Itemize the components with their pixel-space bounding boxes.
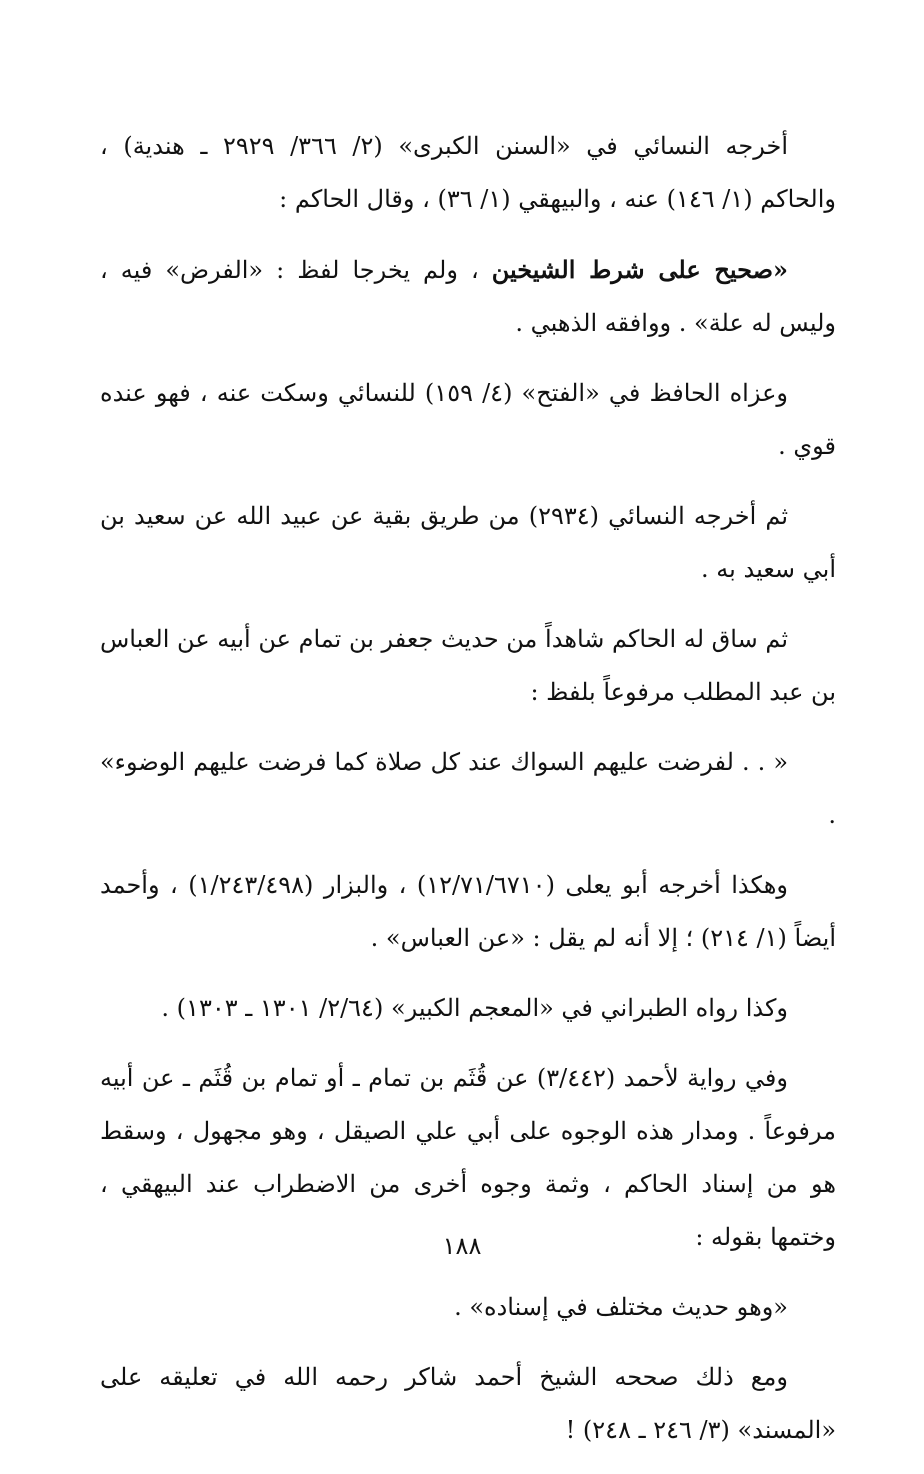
paragraph-hadith-text: « . . لفرضت عليهم السواك عند كل صلاة كما فرضت عليهم الوضوء» . [100,748,836,829]
paragraph-tabarani: وكذا رواه الطبراني في «المعجم الكبير» (٢/٦٤/ ١٣٠١ ـ ١٣٠٣) . [161,994,788,1022]
page-number: ١٨٨ [442,1232,482,1260]
page-body [100,120,836,1474]
paragraph-ahmad-riwaya: وفي رواية لأحمد (٣/٤٤٢) عن قُثَم بن تمام ـ أو تمام بن قُثَم ـ عن أبيه مرفوعاً . ومدار هذه الوجوه على أبي علي الصيقل ، وهو مجهول ، وسقط هو من إسناد الحاكم ، وثمة وجوه أخرى من الاضطراب عند البيهقي ، وختمها بقوله : [100,1064,837,1251]
paragraph-hakim-quote [100,243,836,350]
hakim-verdict-bold: «صحيح على شرط الشيخين [491,255,789,284]
paragraph-shakir: ومع ذلك صححه الشيخ أحمد شاكر رحمه الله في تعليقه على «المسند» (٣/ ٢٤٦ ـ ٢٤٨) ! [100,1363,836,1444]
paragraph-hafiz-fath: وعزاه الحافظ في «الفتح» (٤/ ١٥٩) للنسائي وسكت عنه ، فهو عنده قوي . [100,379,836,460]
paragraph-bayhaqi-quote: «وهو حديث مختلف في إسناده» . [454,1293,788,1321]
paragraph-shahid-abbas: ثم ساق له الحاكم شاهداً من حديث جعفر بن تمام عن أبيه عن العباس بن عبد المطلب مرفوعاً بلفظ : [100,625,836,706]
paragraph-nasai-baqiyya: ثم أخرجه النسائي (٢٩٣٤) من طريق بقية عن عبيد الله عن سعيد بن أبي سعيد به . [100,502,836,583]
hakim-verdict-rest: ، ولم يخرجا لفظ : «الفرض» فيه ، وليس له علة» . ووافقه الذهبي . [100,256,836,337]
paragraph-abu-yala: وهكذا أخرجه أبو يعلى (١٢/٧١/٦٧١٠) ، والبزار (١/٢٤٣/٤٩٨) ، وأحمد أيضاً (١/ ٢١٤) ؛ إلا أنه لم يقل : «عن العباس» . [100,871,836,952]
paragraph-takhrij-nasai: أخرجه النسائي في «السنن الكبرى» (٢/ ٣٦٦/ ٢٩٢٩ ـ هندية) ، والحاكم (١/ ١٤٦) عنه ، والبيهقي (١/ ٣٦) ، وقال الحاكم : [100,132,836,213]
